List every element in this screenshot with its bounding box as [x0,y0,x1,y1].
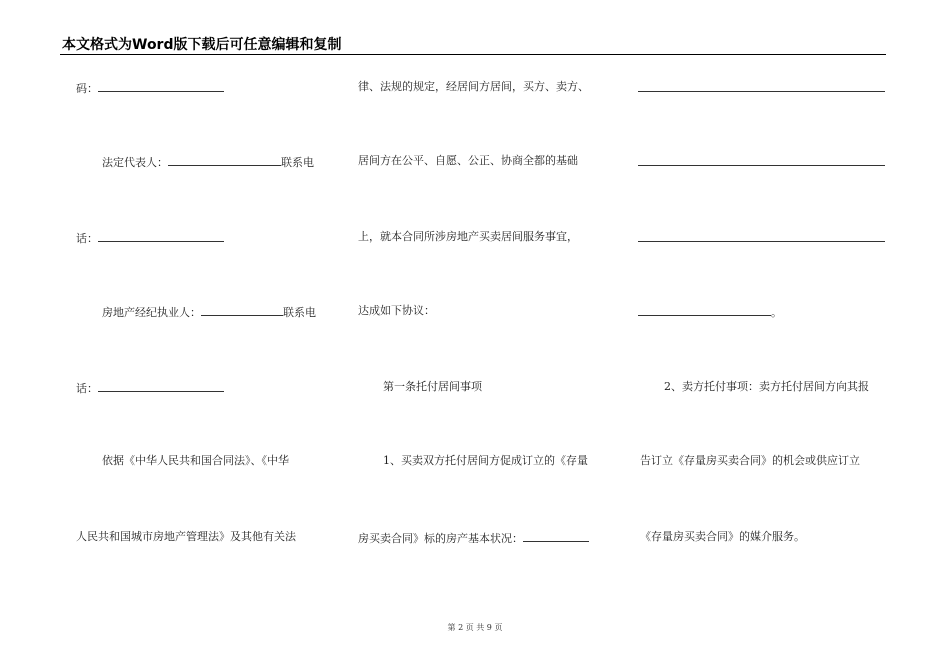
col1-line-7: 人民共和国城市房地产管理法》及其他有关法 [76,530,296,543]
col3-line-5: 2、卖方托付事项：卖方托付居间方向其报 [664,380,869,393]
phone-label-1: 话： [76,232,98,245]
agent-blank [201,304,283,316]
agent-label: 房地产经纪执业人： [102,306,201,319]
col1-line-6: 依据《中华人民共和国合同法》、《中华 [102,454,289,467]
col3-line-7: 《存量房买卖合同》的媒介服务。 [640,530,805,543]
page-number-footer: 第 2 页 共 9 页 [447,623,503,632]
col2-line-2: 居间方在公平、自愿、公正、协商全都的基础 [358,154,578,167]
col2-line-7 [358,530,589,546]
col1-line-3 [76,230,224,246]
col3-blank-4 [638,304,771,316]
col2-section-heading: 第一条托付居间事项 [383,380,482,393]
col3-line-3 [638,230,885,246]
legal-rep-blank [168,154,281,166]
col1-line-2 [102,154,314,170]
code-label: 码： [76,82,98,95]
contact-phone-label-2: 联系电 [283,306,316,319]
col2-line-1: 律、法规的规定，经居间方居间，买方、卖方、 [358,80,589,93]
col3-line-4 [638,304,782,320]
col3-line-1 [638,80,885,96]
col1-line-5 [76,380,224,396]
property-status-blank [523,530,589,542]
col1-line-1 [76,80,224,96]
property-status-label: 房买卖合同》标的房产基本状况： [358,532,523,545]
col1-line-4 [102,304,316,320]
code-blank [98,80,224,92]
document-header-title: 本文格式为Word版下载后可任意编辑和复制 [62,37,342,53]
col3-period: 。 [771,306,782,319]
col3-blank-3 [638,230,885,242]
col3-line-2 [638,154,885,170]
phone-blank-2 [98,380,224,392]
col3-line-6: 告订立《存量房买卖合同》的机会或供应订立 [640,454,860,467]
col3-blank-1 [638,80,885,92]
col2-line-6: 1、买卖双方托付居间方促成订立的《存量 [383,454,588,467]
col2-line-4: 达成如下协议： [358,304,435,317]
phone-label-2: 话： [76,382,98,395]
header-divider [60,54,886,55]
phone-blank-1 [98,230,224,242]
contact-phone-label-1: 联系电 [281,156,314,169]
legal-rep-label: 法定代表人： [102,156,168,169]
col2-line-3: 上，就本合同所涉房地产买卖居间服务事宜， [358,230,578,243]
col3-blank-2 [638,154,885,166]
